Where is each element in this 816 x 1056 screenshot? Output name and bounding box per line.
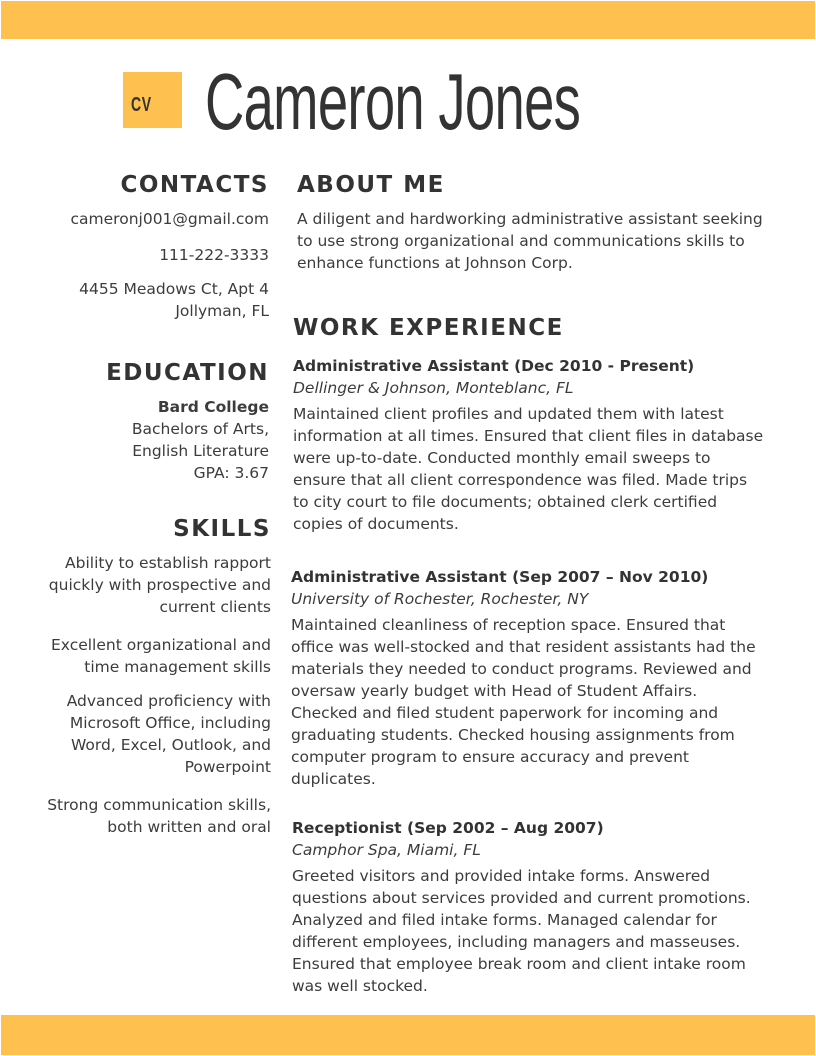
job-desc-line: materials they needed to conduct programs. Reviewed and <box>291 660 752 678</box>
job-entry <box>292 817 751 997</box>
job-desc-line: Maintained client profiles and updated them with latest <box>293 405 724 423</box>
job-desc-line: Greeted visitors and provided intake forms. Answered <box>292 867 711 885</box>
job-entry <box>293 355 763 535</box>
job-desc-line: different employees, including managers and masseuses. <box>292 933 741 951</box>
job-desc-line: graduating students. Checked housing assignments from <box>291 726 735 744</box>
skill-line: Strong communication skills, <box>47 796 271 814</box>
skill-item <box>47 634 271 678</box>
job-desc-line: Analyzed and filed intake forms. Managed calendar for <box>292 911 717 929</box>
education-section <box>106 360 269 484</box>
skill-line: Excellent organizational and <box>51 636 271 654</box>
bottom-accent-bar <box>1 1015 815 1055</box>
job-entry <box>291 566 756 790</box>
education-gpa: GPA: 3.67 <box>193 464 269 482</box>
skill-line: both written and oral <box>107 818 271 836</box>
about-line: enhance functions at Johnson Corp. <box>297 254 573 272</box>
job-desc-line: were up-to-date. Conducted monthly email sweeps to <box>293 449 711 467</box>
about-heading: ABOUT ME <box>297 172 445 198</box>
contact-email: cameronj001@gmail.com <box>70 210 269 228</box>
job-organization: Dellinger & Johnson, Monteblanc, FL <box>293 379 574 397</box>
skill-item <box>47 552 271 618</box>
about-line: to use strong organizational and communications skills to <box>297 232 745 250</box>
job-organization: University of Rochester, Rochester, NY <box>291 590 589 608</box>
work-section <box>293 315 564 341</box>
job-title: Receptionist (Sep 2002 – Aug 2007) <box>292 819 604 837</box>
education-school: Bard College <box>157 398 269 416</box>
skills-section <box>47 516 271 838</box>
skill-line: time management skills <box>84 658 271 676</box>
skills-heading: SKILLS <box>173 516 271 542</box>
contact-address-line2: Jollyman, FL <box>175 302 269 320</box>
skill-line: Microsoft Office, including <box>69 714 271 732</box>
job-desc-line: office was well-stocked and that resident assistants had the <box>291 638 756 656</box>
job-desc-line: computer program to ensure accuracy and prevent <box>291 748 689 766</box>
contacts-section <box>71 172 269 322</box>
contact-phone: 111-222-3333 <box>159 246 269 264</box>
job-desc-line: Ensured that employee break room and client intake room <box>292 955 746 973</box>
skill-item <box>47 794 271 838</box>
job-desc-line: copies of documents. <box>293 515 459 533</box>
skill-line: Word, Excel, Outlook, and <box>71 736 271 754</box>
job-desc-line: Checked and filed student paperwork for incoming and <box>291 704 719 722</box>
skill-line: Ability to establish rapport <box>65 554 271 572</box>
skill-line: current clients <box>159 598 271 616</box>
job-title: Administrative Assistant (Sep 2007 – Nov 2010) <box>291 568 709 586</box>
job-desc-line: was well stocked. <box>292 977 428 995</box>
cv-badge-label: CV <box>131 94 152 116</box>
contact-address-line1: 4455 Meadows Ct, Apt 4 <box>79 280 269 298</box>
job-desc-line: duplicates. <box>291 770 376 788</box>
top-accent-bar <box>1 1 815 39</box>
education-degree-line2: English Literature <box>132 442 269 460</box>
skill-line: Powerpoint <box>184 758 271 776</box>
job-title: Administrative Assistant (Dec 2010 - Present) <box>293 357 695 375</box>
job-desc-line: questions about services provided and current promotions. <box>292 889 751 907</box>
education-heading: EDUCATION <box>106 360 269 386</box>
job-desc-line: information at all times. Ensured that client files in database <box>293 427 764 445</box>
contacts-heading: CONTACTS <box>120 172 269 198</box>
work-heading: WORK EXPERIENCE <box>293 315 564 341</box>
job-desc-line: oversaw yearly budget with Head of Student Affairs. <box>291 682 698 700</box>
job-organization: Camphor Spa, Miami, FL <box>292 841 481 859</box>
cv-badge <box>123 72 182 128</box>
job-desc-line: Maintained cleanliness of reception space. Ensured that <box>291 616 726 634</box>
education-degree-line1: Bachelors of Arts, <box>131 420 269 438</box>
candidate-name: Cameron Jones <box>205 57 581 146</box>
job-desc-line: ensure that all client correspondence was filed. Made trips <box>293 471 748 489</box>
skill-line: Advanced proficiency with <box>66 692 271 710</box>
about-section <box>297 172 763 274</box>
job-desc-line: to city court to file documents; obtained clerk certified <box>293 493 718 511</box>
about-line: A diligent and hardworking administrative assistant seeking <box>297 210 763 228</box>
skill-line: quickly with prospective and <box>48 576 271 594</box>
skill-item <box>47 690 271 778</box>
